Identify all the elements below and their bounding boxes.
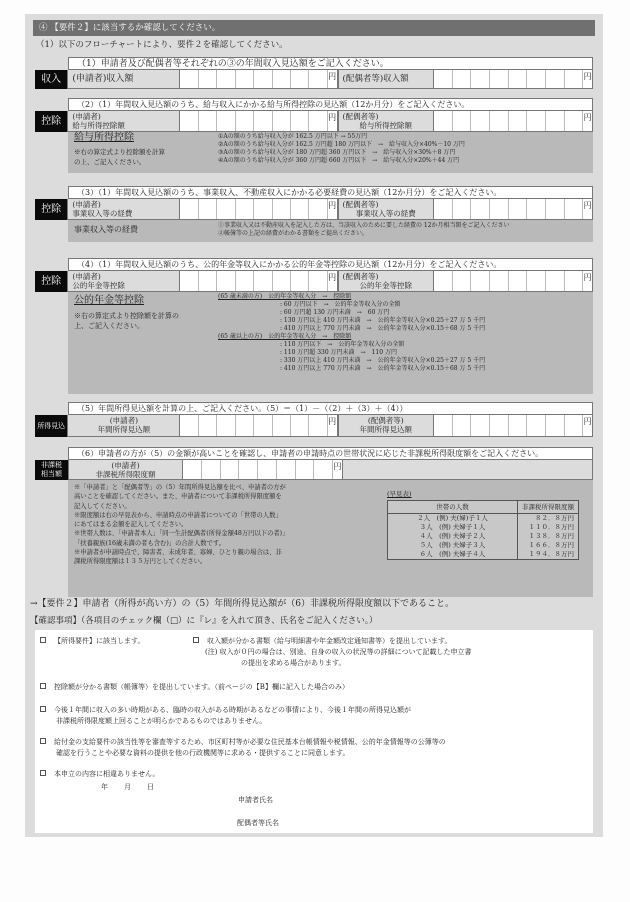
digit-cell[interactable] xyxy=(453,70,472,88)
table-row xyxy=(388,541,579,550)
digit-cell[interactable] xyxy=(314,460,333,479)
digit-cell[interactable] xyxy=(565,415,584,436)
digit-cell[interactable] xyxy=(453,415,472,436)
check-label: 非課税所得限度額上回ることが明らかであるものではありません。 xyxy=(56,717,267,725)
date-field[interactable] xyxy=(101,782,154,793)
info-heading: 給与所得控除 xyxy=(74,132,134,143)
digit-cell[interactable] xyxy=(180,70,198,88)
spouse-salary-deduction-label xyxy=(338,111,434,132)
income-title: （1）申請者及び配偶者等それぞれの③の年間収入見込額をご記入ください。 xyxy=(68,57,593,70)
yen-unit: 円 xyxy=(583,415,593,437)
spouse-name-label: 配偶者等氏名 xyxy=(237,819,279,827)
digit-cell[interactable] xyxy=(453,199,472,219)
digit-cell[interactable] xyxy=(309,271,327,291)
label-line: (申請者) xyxy=(72,272,101,281)
check-note: (注) 収入が０円の場合は、別途、自身の収入の状況等の詳細について記載した申立書 xyxy=(205,648,472,656)
tax-exempt-limit-section xyxy=(35,447,593,597)
digit-cell[interactable] xyxy=(309,199,327,219)
salary-deduction-info xyxy=(68,132,593,173)
label-line: (配偶者等) xyxy=(342,112,379,121)
digit-cell[interactable] xyxy=(527,415,546,436)
digit-cell[interactable] xyxy=(180,271,198,291)
business-expense-info xyxy=(68,220,593,242)
spouse-pension-deduction-input[interactable] xyxy=(434,271,583,292)
digit-cell[interactable] xyxy=(509,111,528,131)
pension-formulas xyxy=(218,293,485,373)
checkbox[interactable] xyxy=(193,637,199,643)
digit-cell[interactable] xyxy=(291,199,309,219)
label-line: 事業収入等の経費 xyxy=(355,209,416,218)
note: ※申請者が申請時点で、障害者、未成年者、寡婦、ひとり親の場合は、非課税所得限度額は１３５万円としてください。 xyxy=(74,549,282,566)
info-heading: 事業収入等の経費 xyxy=(74,225,138,234)
table-row xyxy=(388,550,579,560)
digit-cell[interactable] xyxy=(273,199,291,219)
digit-cell[interactable] xyxy=(490,271,509,291)
yen-unit: 円 xyxy=(328,415,338,437)
label-line: 年間所得見込額 xyxy=(97,425,151,434)
check-label: 【所得要件】に該当します。 xyxy=(54,637,145,645)
applicant-annual-income-input[interactable] xyxy=(180,415,327,437)
digit-cell[interactable] xyxy=(199,415,217,436)
column-header: 世帯の人数 xyxy=(388,501,518,514)
digit-cell[interactable] xyxy=(509,271,528,291)
label-line: 公的年金等控除 xyxy=(72,281,125,290)
salary-deduction-title: （2）（1）年間収入見込額のうち、給与収入にかかる給与所得控除の見込額（12か月分）をご記入ください。 xyxy=(68,98,593,111)
digit-cell[interactable] xyxy=(471,199,490,219)
yen-unit: 円 xyxy=(583,70,593,89)
digit-cell[interactable] xyxy=(254,415,272,436)
digit-cell[interactable] xyxy=(239,460,258,479)
formula: : 110 万円以下 → 公的年金等収入分の全額 xyxy=(280,341,405,348)
section-header: ④ 【要件２】に該当するか確認してください。 xyxy=(33,20,595,36)
limit-amount: １９４．８万円 xyxy=(518,550,579,560)
spouse-pension-deduction-label xyxy=(338,271,434,292)
label-line: 公的年金等控除 xyxy=(359,281,412,290)
digit-cell[interactable] xyxy=(434,415,453,436)
digit-cell[interactable] xyxy=(180,111,198,131)
digit-cell[interactable] xyxy=(434,70,453,88)
applicant-salary-deduction-label xyxy=(67,111,180,132)
digit-cell[interactable] xyxy=(254,271,272,291)
spouse-business-expense-label xyxy=(338,199,434,220)
digit-cell[interactable] xyxy=(291,271,309,291)
digit-cell[interactable] xyxy=(273,415,291,436)
digit-cell[interactable] xyxy=(273,271,291,291)
digit-cell[interactable] xyxy=(434,271,453,291)
annual-income-title: （5）年間所得見込額を計算の上、ご記入ください。（5）＝（1）－（（2）＋（3）＋（4）） xyxy=(68,402,593,415)
digit-cell[interactable] xyxy=(509,199,528,219)
quick-table-caption: (早見表) xyxy=(387,490,412,498)
digit-cell[interactable] xyxy=(490,415,509,436)
spouse-business-expense-input[interactable] xyxy=(434,199,583,220)
applicant-business-expense-label xyxy=(67,199,180,220)
spouse-annual-income-label xyxy=(338,415,434,437)
yen-unit: 円 xyxy=(328,271,338,292)
yen-unit: 円 xyxy=(583,271,593,292)
label-line: 事業収入等の経費 xyxy=(72,209,133,218)
checkbox[interactable] xyxy=(40,706,46,712)
under65-heading: (65 歳未満の方) 公的年金等収入分 → 控除額 xyxy=(218,293,352,300)
note: ①事業収入又は不動産収入を記入した方は、当該収入のために要した経費の 12か月相当額をご記入ください xyxy=(218,222,510,229)
digit-cell[interactable] xyxy=(490,199,509,219)
salary-deduction-section xyxy=(35,98,593,173)
yen-unit: 円 xyxy=(328,70,338,89)
spouse-annual-income-input[interactable] xyxy=(434,415,583,437)
check-income-documents[interactable] xyxy=(193,636,472,669)
yen-unit: 円 xyxy=(583,111,593,132)
digit-cell[interactable] xyxy=(199,271,217,291)
applicant-pension-deduction-input[interactable] xyxy=(180,271,327,292)
month-label: 月 xyxy=(124,783,131,791)
notes xyxy=(218,222,510,238)
digit-cell[interactable] xyxy=(291,111,309,131)
label-line: (配偶者等) xyxy=(342,272,379,281)
pension-deduction-section xyxy=(35,258,593,394)
digit-cell[interactable] xyxy=(199,111,217,131)
day-label: 日 xyxy=(147,783,154,791)
limit-amount: １３８．８万円 xyxy=(518,532,579,541)
check-label: 今後１年間に収入の多い時期がある、臨時の収入がある時期があるなどの事情により、今後１年間の所得見込額が xyxy=(54,706,411,714)
yen-unit: 円 xyxy=(328,199,338,220)
deduction-label: 控除 xyxy=(35,271,67,292)
formula: : 410 万円以上 770 万円未満 → 公的年金等収入分×0.15＋68 万 5 千円 xyxy=(280,365,486,372)
deduction-label: 控除 xyxy=(35,111,67,132)
income-section xyxy=(35,57,593,89)
digit-cell[interactable] xyxy=(546,271,565,291)
applicant-annual-income-label xyxy=(67,415,180,437)
household-size: ３人 (例) 夫婦子１人 xyxy=(388,523,518,532)
digit-cell[interactable] xyxy=(309,111,327,131)
year-label: 年 xyxy=(101,783,108,791)
digit-cell[interactable] xyxy=(236,415,254,436)
digit-cell[interactable] xyxy=(217,70,235,88)
label-line: (申請者) xyxy=(72,200,101,209)
formula: : 110 万円超 330 万円未満 → 110 万円 xyxy=(280,349,397,356)
digit-cell[interactable] xyxy=(490,70,509,88)
formula: : 60 万円超 130 万円未満 → 60 万円 xyxy=(280,309,390,316)
digit-cell[interactable] xyxy=(202,460,221,479)
applicant-salary-deduction-input[interactable] xyxy=(180,111,327,132)
section-subtitle: （1）以下のフローチャートにより、要件２を確認してください。 xyxy=(36,40,288,50)
limit-amount: １６６．８万円 xyxy=(518,541,579,550)
pension-deduction-title: （4）（1）年間収入見込額のうち、公的年金等収入にかかる公的年金等控除の見込額（12か月分）をご記入ください。 xyxy=(68,258,593,271)
digit-cell[interactable] xyxy=(471,415,490,436)
applicant-tax-exempt-label xyxy=(68,460,183,480)
empty-cell xyxy=(343,460,593,480)
digit-cell[interactable] xyxy=(527,271,546,291)
checkbox[interactable] xyxy=(40,683,46,689)
digit-cell[interactable] xyxy=(546,70,565,88)
digit-cell[interactable] xyxy=(296,460,315,479)
tax-exempt-notes xyxy=(74,483,286,567)
annual-income-section xyxy=(35,402,593,437)
applicant-tax-exempt-input[interactable] xyxy=(183,460,333,480)
digit-cell[interactable] xyxy=(527,70,546,88)
checkbox[interactable] xyxy=(40,770,46,776)
digit-cell[interactable] xyxy=(434,111,453,131)
digit-cell[interactable] xyxy=(254,199,272,219)
confirmation-box xyxy=(35,630,593,833)
column-header: 非課税所得限度額 xyxy=(518,501,579,514)
applicant-income-input[interactable] xyxy=(180,70,327,89)
tax-exempt-info xyxy=(68,480,593,597)
label-line: 年間所得見込額 xyxy=(359,425,412,434)
spouse-income-input[interactable] xyxy=(434,70,583,89)
spouse-salary-deduction-input[interactable] xyxy=(434,111,583,132)
confirmation-title: 【確認事項】（各項目のチェック欄（□）に『レ』を入れて頂き、氏名をご記入ください。） xyxy=(30,616,378,626)
check-note: の提出を求める場合があります。 xyxy=(241,659,346,667)
over65-rows xyxy=(280,341,485,373)
label-line: (申請者) xyxy=(72,112,101,121)
check-deduction-documents[interactable] xyxy=(40,682,349,693)
income-label: 収入 xyxy=(35,70,67,89)
limit-amount: ８２．８万円 xyxy=(518,514,579,524)
digit-cell[interactable] xyxy=(546,415,565,436)
label-line: 非課税所得限度額 xyxy=(95,470,156,479)
note: ※世帯人数は、「申請者本人」「同一生計配偶者(所得金額48万円以下の者)」「扶養親族(16歳未満の者も含む)」の合計人数です。 xyxy=(74,530,286,547)
check-label: 給付金の支給要件の該当性等を審査等するため、市区町村等が必要な住民基本台帳情報や税情報、公的年金情報等の公簿等の xyxy=(54,738,446,746)
label-line: (申請者) xyxy=(111,461,140,470)
note: ※限度額は右の早見表から、申請時点の申請者についての「世帯の人数」にあてはまる金額を記入してください。 xyxy=(74,511,282,529)
table-row xyxy=(388,523,579,532)
over65-heading: (65 歳以上の方) 公的年金等収入分 → 控除額 xyxy=(218,333,352,340)
tax-exempt-limit-title: （6）申請者の方が（5）の金額が高いことを確認し、申請者の申請時点の世帯状況に応じた非課税所得限度額をご記入ください。 xyxy=(68,447,593,460)
digit-cell[interactable] xyxy=(527,111,546,131)
digit-cell[interactable] xyxy=(471,111,490,131)
digit-cell[interactable] xyxy=(273,70,291,88)
digit-cell[interactable] xyxy=(309,70,327,88)
digit-cell[interactable] xyxy=(180,199,198,219)
digit-cell[interactable] xyxy=(309,415,327,436)
income-estimate-label: 所得見込 xyxy=(35,415,67,437)
tax-exempt-label: 非課税相当額 xyxy=(35,460,68,480)
check-label: 本申立の内容に相違ありません。 xyxy=(54,770,160,778)
note: ※「申請者」と「配偶者等」の（5）年間所得見込額を比べ、申請者の方が高いことを確認してください。また、申請者について非課税所得限度額を記入してください。 xyxy=(74,484,286,510)
digit-cell[interactable] xyxy=(217,415,235,436)
checkbox[interactable] xyxy=(40,738,46,744)
check-label: 収入額が分かる書類（給与明細書や年金額改定通知書等）を提出しています。 xyxy=(207,637,452,645)
label-line: (申請者) xyxy=(109,416,139,425)
digit-cell[interactable] xyxy=(527,199,546,219)
household-size: ２人 (例) 夫(婦)子１人 xyxy=(388,514,518,524)
formula: : 410 万円以上 770 万円未満 → 公的年金等収入分×0.15＋68 万 5 千円 xyxy=(280,325,486,332)
formula: : 60 万円以下 → 公的年金等収入分の全額 xyxy=(280,301,401,308)
table-row xyxy=(388,514,579,524)
yen-unit: 円 xyxy=(328,111,338,132)
spouse-income-label: (配偶者等)収入額 xyxy=(338,70,434,89)
formula: ②Aの額のうち給与収入分が 162.5 万円超 180 万円以下 → 給与収入分×40%－10 万円 xyxy=(218,141,465,148)
yen-unit: 円 xyxy=(583,199,593,220)
deduction-label: 控除 xyxy=(35,199,67,220)
applicant-income-label: (申請者)収入額 xyxy=(67,70,180,89)
label-line: (配偶者等) xyxy=(367,416,404,425)
digit-cell[interactable] xyxy=(254,70,272,88)
yen-unit: 円 xyxy=(333,460,343,480)
check-label: 確認を行うことや必要な資料の提供を他の行政機関等に求める・提供することに同意します。 xyxy=(56,749,350,757)
label-line: 給与所得控除額 xyxy=(72,121,125,130)
digit-cell[interactable] xyxy=(509,70,528,88)
label-line: 給与所得控除額 xyxy=(359,121,412,130)
check-no-future-excess[interactable] xyxy=(40,705,411,727)
digit-cell[interactable] xyxy=(217,111,235,131)
digit-cell[interactable] xyxy=(546,199,565,219)
formula: ④Aの額のうち給与収入分が 360 万円超 660 万円以下 → 給与収入分×20%＋44 万円 xyxy=(218,157,460,164)
check-label: 控除額が分かる書類（帳簿等）を提出しています。（前ページの【B】欄に記入した場合のみ） xyxy=(54,683,349,691)
digit-cell[interactable] xyxy=(180,415,198,436)
checkbox[interactable] xyxy=(40,637,46,643)
digit-cell[interactable] xyxy=(236,70,254,88)
note: ②帳簿等の上記の経費がわかる書類をご提出ください。 xyxy=(218,230,369,237)
limit-amount: １１０．８万円 xyxy=(518,523,579,532)
digit-cell[interactable] xyxy=(254,111,272,131)
digit-cell[interactable] xyxy=(199,70,217,88)
household-size: ６人 (例) 夫婦子４人 xyxy=(388,550,518,560)
business-expense-title: （3）（1）年間収入見込額のうち、事業収入、不動産収入にかかる必要経費の見込額（12か月分）をご記入ください。 xyxy=(68,186,593,199)
digit-cell[interactable] xyxy=(509,415,528,436)
info-note: ※右の算定式より控除額を計算の上、ご記入ください。 xyxy=(74,148,165,166)
digit-cell[interactable] xyxy=(453,111,472,131)
info-note: ※右の算定式より控除額を計算の上、ご記入ください。 xyxy=(74,312,179,330)
digit-cell[interactable] xyxy=(199,199,217,219)
digit-cell[interactable] xyxy=(217,199,235,219)
digit-cell[interactable] xyxy=(221,460,240,479)
digit-cell[interactable] xyxy=(273,111,291,131)
digit-cell[interactable] xyxy=(453,271,472,291)
digit-cell[interactable] xyxy=(277,460,296,479)
digit-cell[interactable] xyxy=(471,271,490,291)
digit-cell[interactable] xyxy=(546,111,565,131)
digit-cell[interactable] xyxy=(291,415,309,436)
digit-cell[interactable] xyxy=(565,199,584,219)
digit-cell[interactable] xyxy=(236,199,254,219)
digit-cell[interactable] xyxy=(565,70,584,88)
quick-reference-table xyxy=(387,500,579,560)
table-header xyxy=(388,501,579,514)
check-no-discrepancy[interactable] xyxy=(40,769,159,780)
formula-list xyxy=(218,133,465,165)
digit-cell[interactable] xyxy=(291,70,309,88)
under65-rows xyxy=(280,301,485,333)
digit-cell[interactable] xyxy=(434,199,453,219)
digit-cell[interactable] xyxy=(217,271,235,291)
table-row xyxy=(388,532,579,541)
household-size: ４人 (例) 夫婦子２人 xyxy=(388,532,518,541)
applicant-pension-deduction-label xyxy=(67,271,180,292)
digit-cell[interactable] xyxy=(471,70,490,88)
digit-cell[interactable] xyxy=(183,460,202,479)
business-expense-section xyxy=(35,186,593,242)
pension-deduction-info xyxy=(68,292,593,394)
info-heading: 公的年金等控除 xyxy=(74,295,144,306)
formula: : 330 万円以上 410 万円未満 → 公的年金等収入分×0.25＋27 万 5 千円 xyxy=(280,357,486,364)
check-consent[interactable] xyxy=(40,737,446,759)
digit-cell[interactable] xyxy=(565,271,584,291)
formula: ①Aの額のうち給与収入分が 162.5 万円以下 → 55万円 xyxy=(218,133,368,140)
household-size: ５人 (例) 夫婦子３人 xyxy=(388,541,518,550)
formula: : 130 万円以上 410 万円未満 → 公的年金等収入分×0.25＋27 万 5 千円 xyxy=(280,317,486,324)
digit-cell[interactable] xyxy=(236,271,254,291)
digit-cell[interactable] xyxy=(236,111,254,131)
digit-cell[interactable] xyxy=(565,111,584,131)
label-line: (配偶者等) xyxy=(342,200,379,209)
formula: ③Aの額のうち給与収入分が 180 万円超 360 万円以下 → 給与収入分×30%＋8 万円 xyxy=(218,149,456,156)
check-income-requirement[interactable] xyxy=(40,636,144,647)
digit-cell[interactable] xyxy=(258,460,277,479)
applicant-business-expense-input[interactable] xyxy=(180,199,327,220)
digit-cell[interactable] xyxy=(490,111,509,131)
applicant-name-label: 申請者氏名 xyxy=(238,796,273,804)
requirement-statement: →【要件２】申請者（所得が高い方）の（5）年間所得見込額が（6）非課税所得限度額以下であること。 xyxy=(30,599,454,609)
